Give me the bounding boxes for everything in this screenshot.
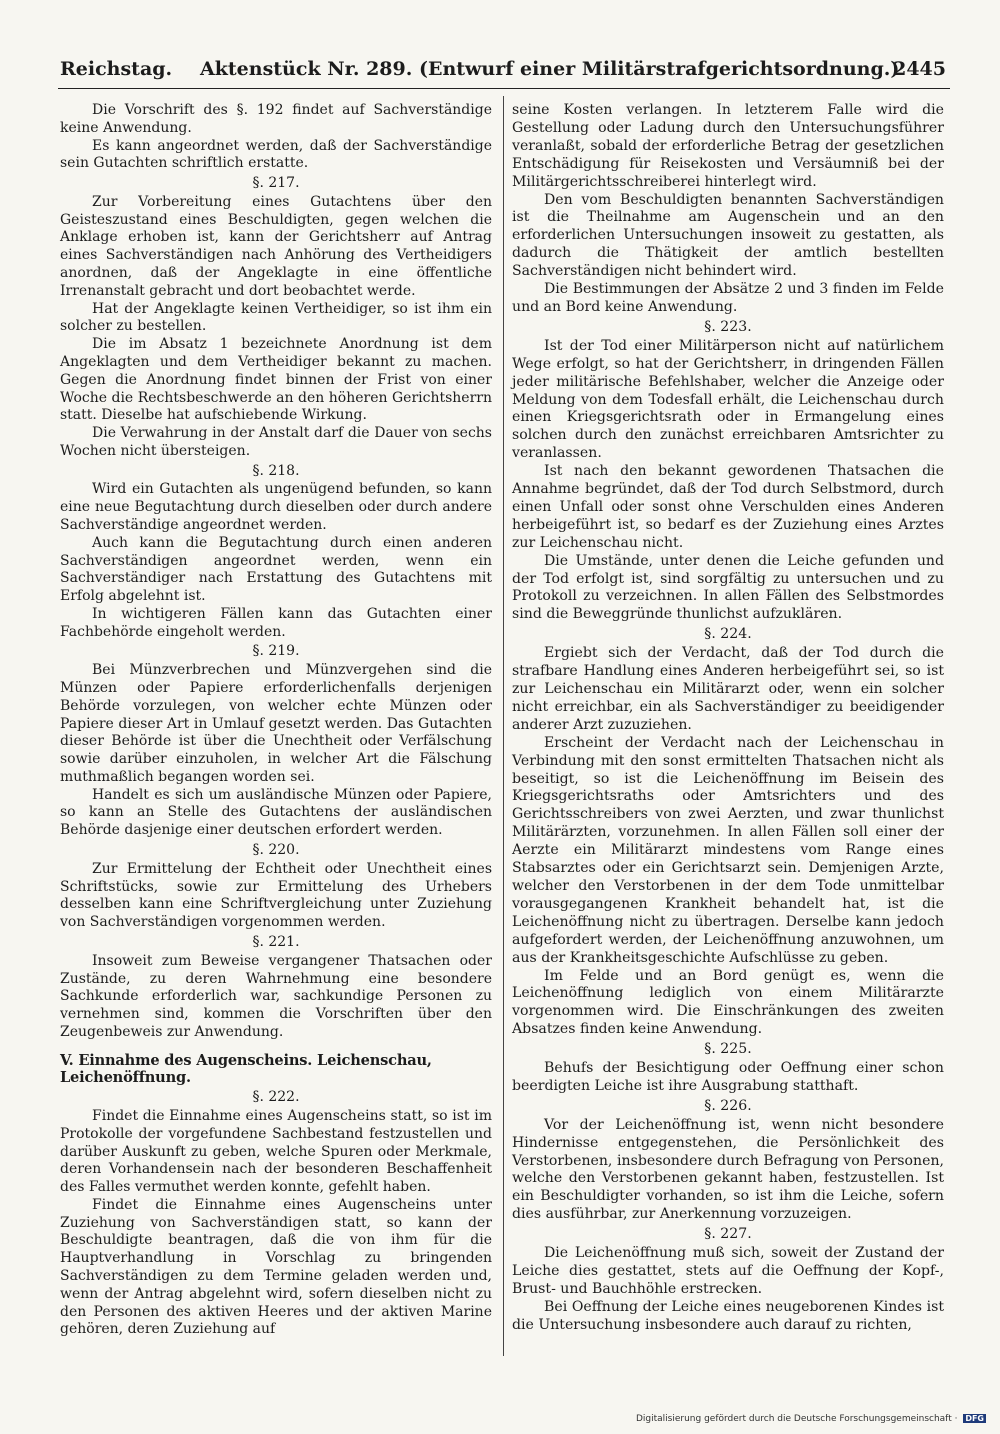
paragraph: Die Umstände, unter denen die Leiche gefunden und der Tod erfolgt ist, sind sorgfältig zu untersuchen und zu Protokoll zu verzeichnen. In allen Fällen des Selbstmordes sind die Beweggründe thunlichst aufzuklären. — [512, 552, 944, 623]
paragraph: Den vom Beschuldigten benannten Sachverständigen ist die Theilnahme am Augenschein und an den erforderlichen Untersuchungen insoweit zu gestatten, als dadurch die Thätigkeit der amtlich bestellten Sachverständigen nicht behindert wird. — [512, 191, 944, 280]
paragraph: Bei Oeffnung der Leiche eines neugeborenen Kindes ist die Untersuchung insbesondere auch darauf zu richten, — [512, 1298, 944, 1333]
column-divider — [503, 96, 504, 1356]
paragraph: Ergiebt sich der Verdacht, daß der Tod durch die strafbare Handlung eines Anderen herbeigeführt sei, so ist zur Leichenschau ein Militärarzt oder, wenn ein solcher nicht erreichbar, ein als Sachverständiger zu beeidigender anderer Arzt zuzuziehen. — [512, 645, 944, 733]
section-heading: §. 227. — [704, 1226, 752, 1243]
paragraph: seine Kosten verlangen. In letzterem Falle wird die Gestellung oder Ladung durch den Untersuchungsführer veranlaßt, sobald der erforderliche Betrag der gesetzlichen Entschädigung für Reisekosten und Versäumniß bei der Militärgerichtsschreiberei hinterlegt wird. — [512, 102, 944, 190]
chapter-heading: V. Einnahme des Augenscheins. Leichenschau, Leichenöffnung. — [60, 1051, 432, 1087]
paragraph: Zur Vorbereitung eines Gutachtens über den Geisteszustand eines Beschuldigten, gegen welchen die Anklage erhoben ist, kann der Gerichtsherr auf Antrag eines Sachverständigen nach Anhörung des Vertheidigers anordnen, daß der Angeklagte in eine öffentliche Irrenanstalt gebracht und dort beobachtet werde. — [60, 193, 492, 299]
paragraph: Ist nach den bekannt gewordenen Thatsachen die Annahme begründet, daß der Tod durch Selbstmord, durch einen Unfall oder sonst ohne Verschulden eines Anderen herbeigeführt ist, so bedarf es der Zuziehung eines Arztes zur Leichenschau nicht. — [512, 463, 944, 551]
paragraph: Findet die Einnahme eines Augenscheins statt, so ist im Protokolle der vorgefundene Sachbestand festzustellen und darüber Auskunft zu geben, welche Spuren oder Merkmale, deren Vorhandensein nach der besonderen Beschaffenheit des Falles vermuthet werden konnte, gefehlt haben. — [60, 1107, 492, 1196]
section-heading: §. 225. — [704, 1041, 752, 1058]
paragraph: Die Verwahrung in der Anstalt darf die Dauer von sechs Wochen nicht übersteigen. — [60, 425, 492, 459]
paragraph: Die Bestimmungen der Absätze 2 und 3 finden im Felde und an Bord keine Anwendung. — [512, 281, 944, 315]
paragraph: Im Felde und an Bord genügt es, wenn die Leichenöffnung lediglich von einem Militärarzte vorgenommen wird. Die Einschränkungen des zweiten Absatzes finden keine Anwendung. — [512, 967, 944, 1038]
paragraph: Es kann angeordnet werden, daß der Sachverständige sein Gutachten schriftlich erstatte. — [60, 137, 492, 172]
paragraph: Ist der Tod einer Militärperson nicht auf natürlichem Wege erfolgt, so hat der Gerichtsherr, in dringenden Fällen jeder militärische Befehlshaber, welcher die Anzeige oder Meldung von dem Todesfall erhält, die Leichenschau durch einen Kriegsgerichtsrath oder in Ermangelung eines solchen durch den zunächst erreichbaren Amtsrichter zu veranlassen. — [512, 337, 944, 462]
page-number: 2445 — [893, 58, 946, 80]
header-source: Reichstag. — [60, 58, 173, 80]
section-heading: §. 218. — [252, 462, 300, 479]
section-heading: §. 221. — [252, 933, 300, 950]
section-heading: §. 219. — [252, 643, 300, 660]
paragraph: Erscheint der Verdacht nach der Leichenschau in Verbindung mit den sonst ermittelten Thatsachen nicht als beseitigt, so ist die Leichenöffnung im Beisein des Kriegsgerichtsraths oder Amtsrichters und des Gerichtsschreibers von zwei Aerzten, und zwar thunlichst Militärärzten, vorzunehmen. In allen Fällen soll einer der Aerzte ein Militärarzt mindestens vom Range eines Stabsarztes oder ein Gerichtsarzt sein. Demjenigen Arzte, welcher den Verstorbenen in der dem Tode unmittelbar vorausgegangenen Krankheit behandelt hat, ist die Leichenöffnung nicht zu übertragen. Derselbe kann jedoch aufgefordert werden, der Leichenöffnung anzuwohnen, um aus der Krankheitsgeschichte Aufschlüsse zu geben. — [512, 734, 944, 966]
header-title: Aktenstück Nr. 289. (Entwurf einer Militärstrafgerichtsordnung.) — [200, 58, 900, 80]
section-heading: §. 222. — [252, 1089, 300, 1106]
paragraph: Zur Ermittelung der Echtheit oder Unechtheit eines Schriftstücks, sowie zur Ermittelung des Urhebers desselben kann eine Schriftvergleichung unter Zuziehung von Sachverständigen vorgenommen werden. — [60, 860, 492, 931]
section-heading: §. 217. — [252, 175, 300, 192]
dfg-logo: DFG — [965, 1414, 984, 1423]
section-heading: §. 220. — [252, 842, 300, 859]
paragraph: Behufs der Besichtigung oder Oeffnung einer schon beerdigten Leiche ist ihre Ausgrabung statthaft. — [512, 1060, 944, 1094]
paragraph: Vor der Leichenöffnung ist, wenn nicht besondere Hindernisse entgegenstehen, die Persönlichkeit des Verstorbenen, insbesondere durch Befragung von Personen, welche den Verstorbenen gekannt haben, festzustellen. Ist ein Beschuldigter vorhanden, so ist ihm die Leiche, sofern dies ausführbar, zur Anerkennung vorzuzeigen. — [512, 1116, 944, 1223]
paragraph: Findet die Einnahme eines Augenscheins unter Zuziehung von Sachverständigen statt, so kann der Beschuldigte beantragen, daß die von ihm für die Hauptverhandlung in Vorschlag zu bringenden Sachverständigen zu dem Termine geladen werden und, wenn der Antrag abgelehnt wird, sofern dieselben nicht zu den Personen des aktiven Heeres und der aktiven Marine gehören, deren Zuziehung auf — [60, 1196, 492, 1338]
paragraph: Auch kann die Begutachtung durch einen anderen Sachverständigen angeordnet werden, wenn ein Sachverständiger nach Erstattung des Gutachtens mit Erfolg abgelehnt ist. — [60, 534, 492, 605]
paragraph: Bei Münzverbrechen und Münzvergehen sind die Münzen oder Papiere erforderlichenfalls derjenigen Behörde vorzulegen, von welcher echte Münzen oder Papiere dieser Art in Umlauf gesetzt werden. Das Gutachten dieser Behörde ist über die Unechtheit oder Verfälschung sowie darüber einzuholen, in welcher Art die Fälschung muthmaßlich begangen worden sei. — [60, 662, 492, 785]
header-rule — [58, 88, 950, 90]
section-heading: §. 224. — [704, 626, 752, 643]
paragraph: Handelt es sich um ausländische Münzen oder Papiere, so kann an Stelle des Gutachtens der ausländischen Behörde dasjenige einer deutschen erfordert werden. — [60, 786, 492, 839]
page-header — [60, 58, 950, 84]
paragraph: Hat der Angeklagte keinen Vertheidiger, so ist ihm ein solcher zu bestellen. — [60, 300, 492, 335]
credit-text: Digitalisierung gefördert durch die Deutsche Forschungsgemeinschaft · — [635, 1414, 958, 1424]
section-heading: §. 226. — [704, 1097, 752, 1114]
right-column — [512, 102, 944, 1335]
paragraph: Insoweit zum Beweise vergangener Thatsachen oder Zustände, zu deren Wahrnehmung eine besondere Sachkunde erforderlich war, sachkundige Personen zu vernehmen sind, kommen die Vorschriften über den Zeugenbeweis zur Anwendung. — [60, 952, 492, 1040]
digitization-credit — [636, 1414, 986, 1424]
left-column — [60, 102, 492, 1339]
paragraph: Die im Absatz 1 bezeichnete Anordnung ist dem Angeklagten und dem Vertheidiger bekannt zu machen. Gegen die Anordnung findet binnen der Frist von einer Woche die Rechtsbeschwerde an den höheren Gerichtsherrn statt. Dieselbe hat aufschiebende Wirkung. — [60, 336, 492, 424]
section-heading: §. 223. — [704, 318, 752, 335]
paragraph: Die Leichenöffnung muß sich, soweit der Zustand der Leiche dies gestattet, stets auf die Oeffnung der Kopf-, Brust- und Bauchhöhle erstrecken. — [512, 1245, 944, 1297]
paragraph: In wichtigeren Fällen kann das Gutachten einer Fachbehörde eingeholt werden. — [60, 605, 492, 640]
paragraph: Wird ein Gutachten als ungenügend befunden, so kann eine neue Begutachtung durch dieselben oder durch andere Sachverständige angeordnet werden. — [60, 481, 492, 533]
paragraph: Die Vorschrift des §. 192 findet auf Sachverständige keine Anwendung. — [60, 102, 492, 136]
